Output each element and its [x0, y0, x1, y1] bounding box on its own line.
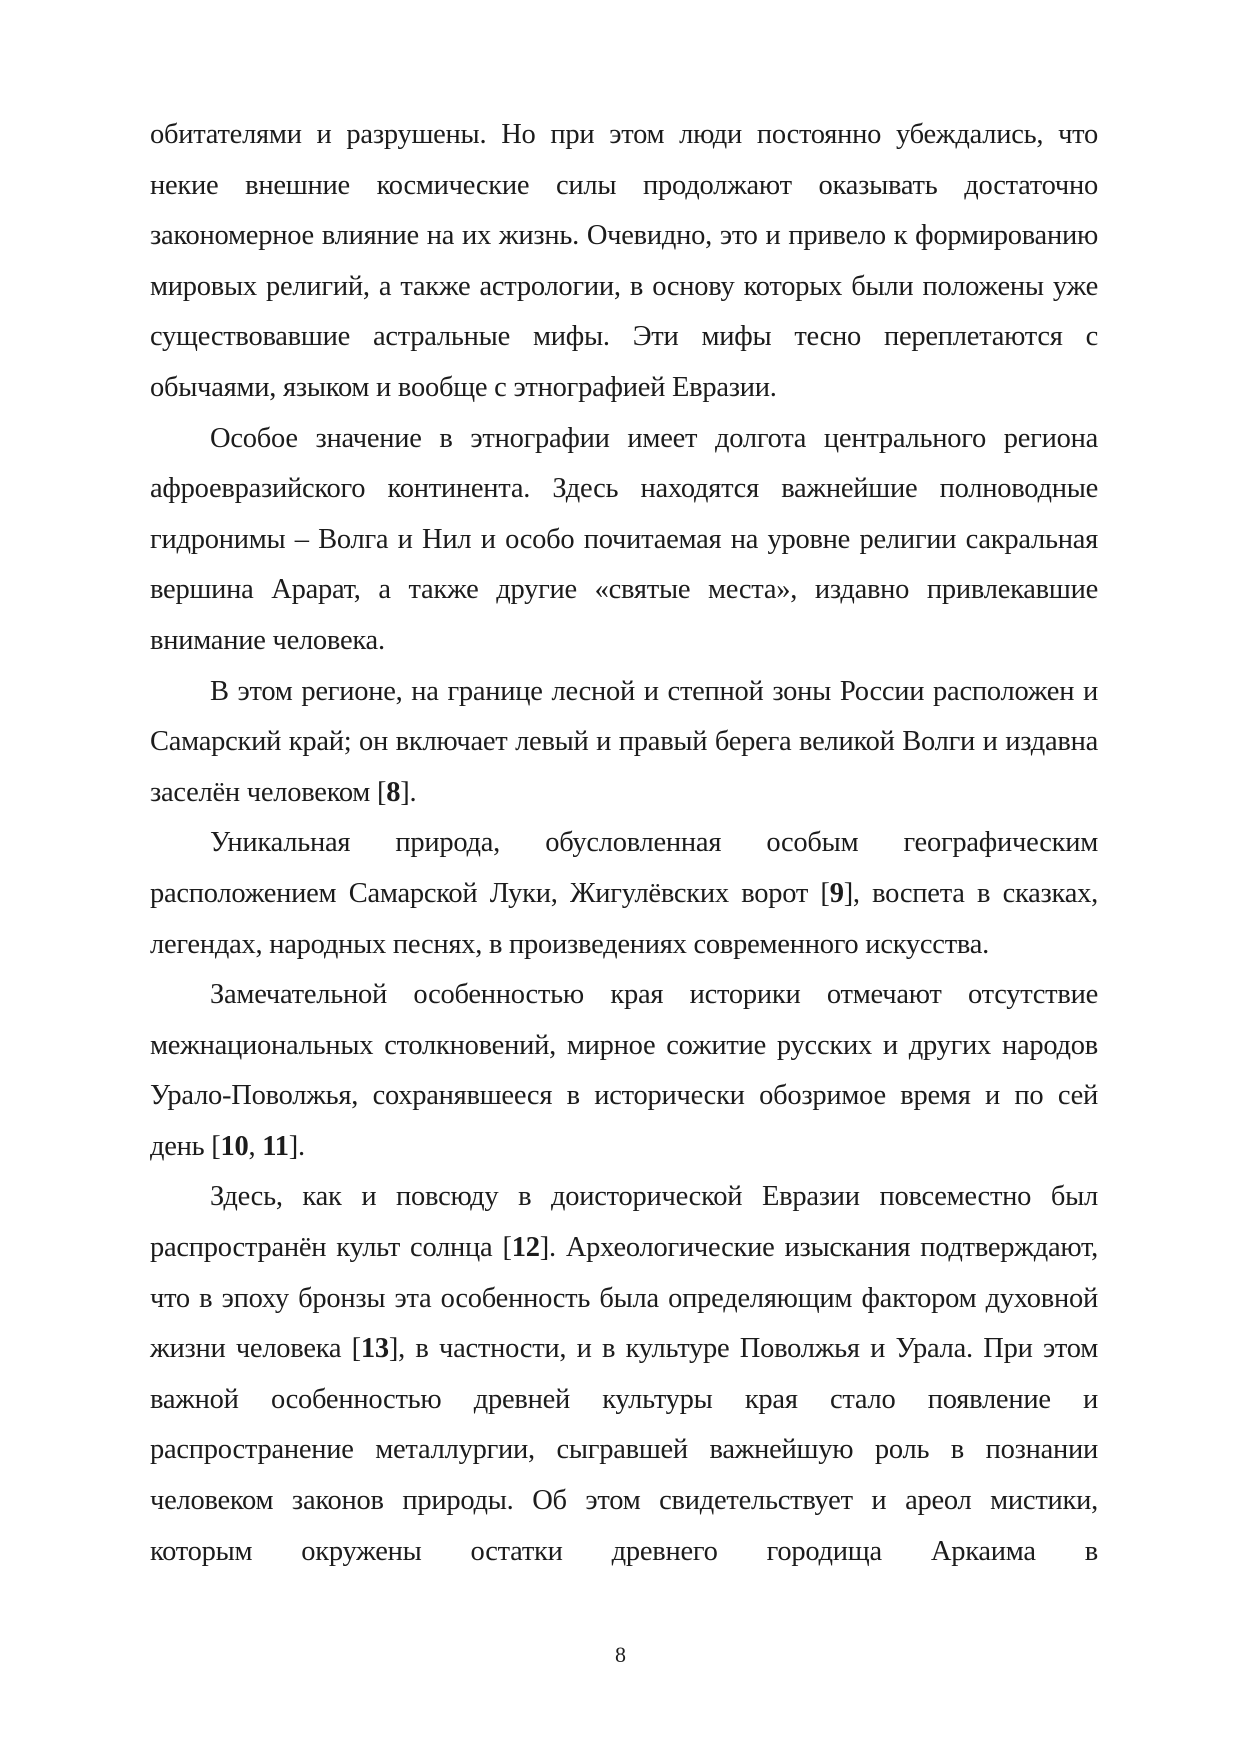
citation-ref-11: 11 [262, 1130, 289, 1162]
citation-ref-8: 8 [386, 776, 401, 808]
citation-ref-10: 10 [220, 1130, 249, 1162]
page-number: 8 [615, 1642, 626, 1667]
paragraph-4 [150, 818, 1098, 970]
paragraph-5 [150, 970, 1098, 1172]
paragraph-4-text-b: ], воспета в сказках, легендах, народных песнях, в произведениях современного искусства. [150, 877, 1098, 960]
body-text [150, 110, 1098, 1577]
paragraph-5-text-a: Замечательной особенностью края историки отмечают отсутствие межнациональных столкновений, мирное сожитие русских и других народов Урало-Поволжья, сохранявшееся в исторически обозримое время и по сей день [ [150, 979, 1098, 1162]
paragraph-6-text-b: ]. Археологические изыскания подтверждают, что в эпоху бронзы эта особенность была определяющим фактором духовной жизни человека [ [150, 1232, 1098, 1365]
paragraph-3-text-a: В этом регионе, на границе лесной и степной зоны России расположен и Самарский край; он включает левый и правый берега великой Волги и издавна заселён человеком [ [150, 675, 1098, 808]
citation-separator: , [248, 1130, 263, 1162]
paragraph-3-text-b: ]. [400, 776, 417, 808]
paragraph-4-text-a: Уникальная природа, обусловленная особым географическим расположением Самарской Луки, Жигулёвских ворот [ [150, 827, 1098, 909]
citation-ref-9: 9 [829, 877, 844, 909]
paragraph-6 [150, 1172, 1098, 1577]
citation-ref-13: 13 [360, 1333, 389, 1365]
paragraph-1: обитателями и разрушены. Но при этом люди постоянно убеждались, что некие внешние космические силы продолжают оказывать достаточно закономерное влияние на их жизнь. Очевидно, это и привело к формированию мировых религий, а также астрологии, в основу которых были положены уже существовавшие астральные мифы. Эти мифы тесно переплетаются с обычаями, языком и вообще с этнографией Евразии. [150, 119, 1098, 403]
paragraph-6-text-a: Здесь, как и повсюду в доисторической Евразии повсеместно был распространён культ солнца [ [150, 1181, 1098, 1264]
paragraph-2: Особое значение в этнографии имеет долгота центрального региона афроевразийского континента. Здесь находятся важнейшие полноводные гидронимы – Волга и Нил и особо почитаемая на уровне религии сакральная вершина Арарат, а также другие «святые места», издавно привлекавшие внимание человека. [150, 422, 1098, 656]
citation-ref-12: 12 [511, 1232, 540, 1264]
paragraph-3 [150, 667, 1098, 819]
paragraph-6-text-c: ], в частности, и в культуре Поволжья и Урала. При этом важной особенностью древней культуры края стало появление и распространение металлургии, сыгравшей важнейшую роль в познании человеком законов природы. Об этом свидетельствует и ареол мистики, которым окружены остатки древнего городища Аркаима в [150, 1333, 1098, 1567]
paragraph-5-text-b: ]. [288, 1130, 305, 1162]
